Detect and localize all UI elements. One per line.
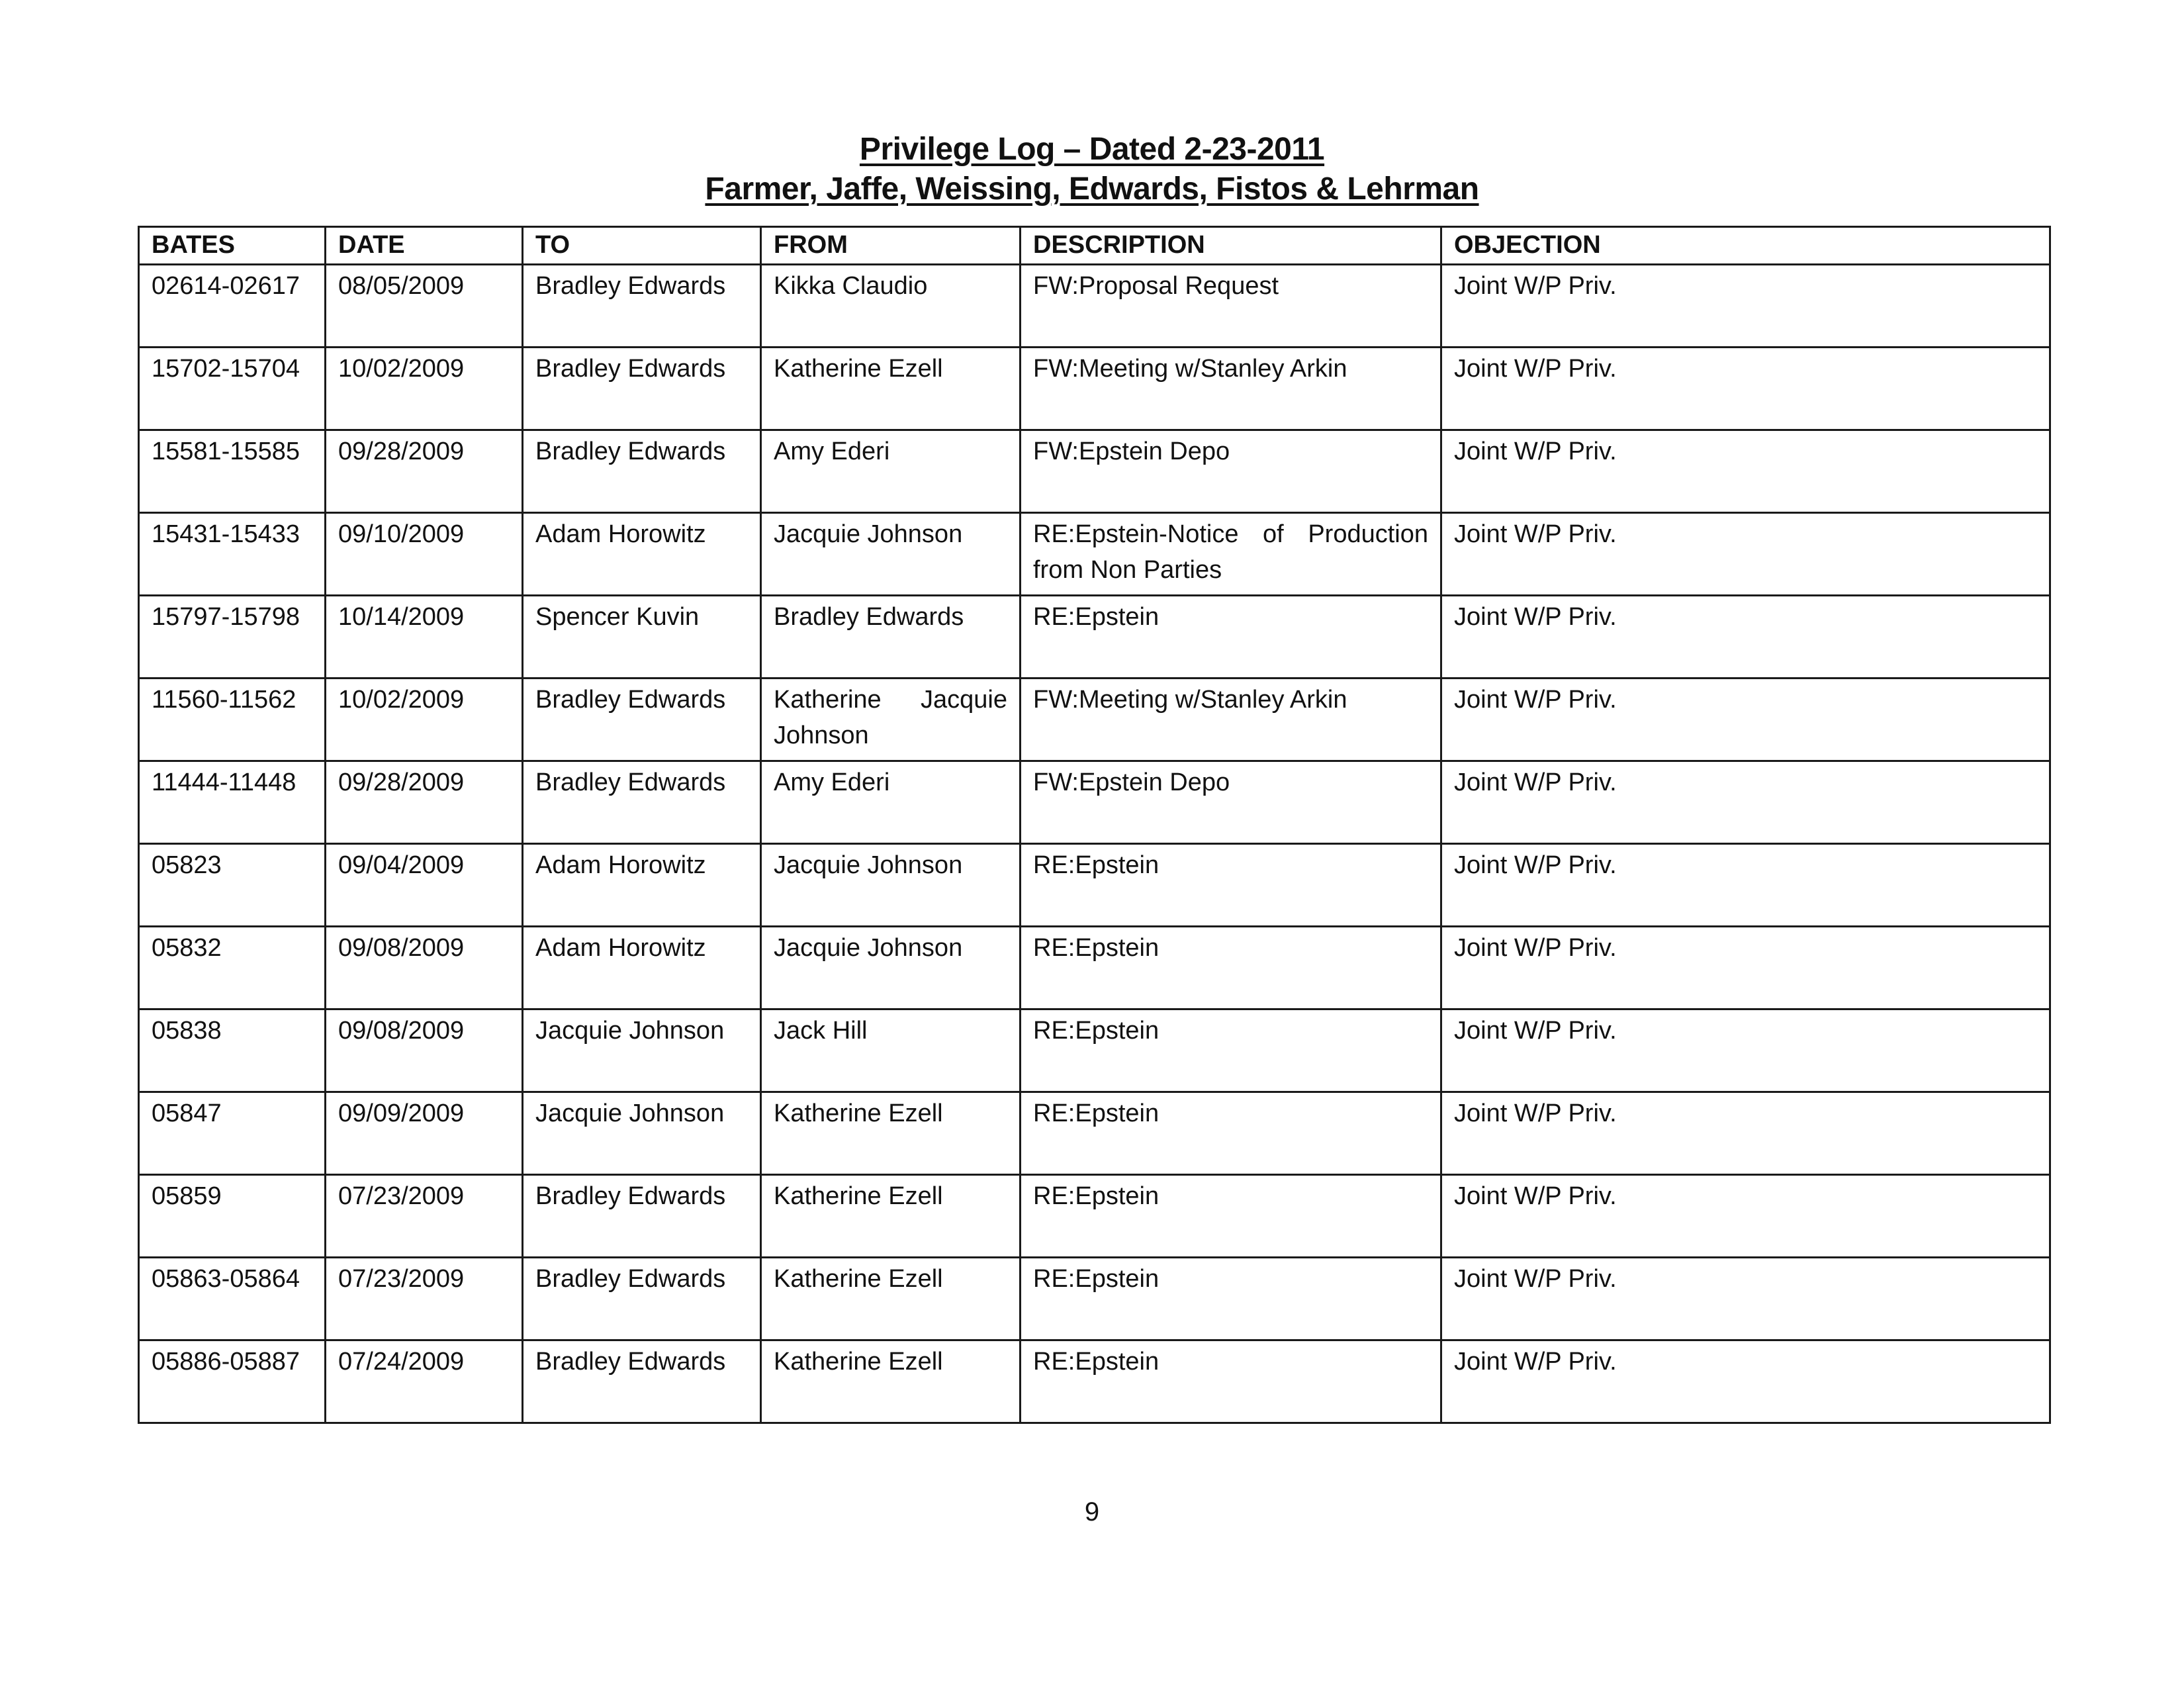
table-row [139, 1258, 2050, 1340]
cell-date: 07/24/2009 [326, 1340, 523, 1423]
cell-from: Jacquie Johnson [761, 927, 1021, 1009]
cell-bates: 05859 [139, 1175, 326, 1258]
cell-bates: 15702-15704 [139, 348, 326, 430]
table-row [139, 761, 2050, 844]
cell-objection: Joint W/P Priv. [1441, 1340, 2050, 1423]
cell-date: 09/28/2009 [326, 761, 523, 844]
cell-date: 09/09/2009 [326, 1092, 523, 1175]
cell-bates: 02614-02617 [139, 265, 326, 348]
column-header-from: FROM [761, 227, 1021, 265]
cell-description: FW:Epstein Depo [1021, 761, 1441, 844]
cell-description: RE:Epstein [1021, 1009, 1441, 1092]
cell-date: 09/10/2009 [326, 513, 523, 596]
table-row [139, 265, 2050, 348]
cell-bates: 05823 [139, 844, 326, 927]
cell-date: 09/28/2009 [326, 430, 523, 513]
cell-from: Katherine Ezell [761, 1258, 1021, 1340]
cell-objection: Joint W/P Priv. [1441, 348, 2050, 430]
cell-bates: 05832 [139, 927, 326, 1009]
table-row [139, 1009, 2050, 1092]
document-subtitle: Farmer, Jaffe, Weissing, Edwards, Fistos & Lehrman [705, 171, 1479, 207]
cell-bates: 05847 [139, 1092, 326, 1175]
cell-to: Spencer Kuvin [523, 596, 761, 679]
cell-date: 10/02/2009 [326, 679, 523, 761]
cell-to: Bradley Edwards [523, 348, 761, 430]
table-row [139, 348, 2050, 430]
cell-objection: Joint W/P Priv. [1441, 1092, 2050, 1175]
cell-objection: Joint W/P Priv. [1441, 1258, 2050, 1340]
cell-to: Bradley Edwards [523, 1258, 761, 1340]
cell-date: 08/05/2009 [326, 265, 523, 348]
cell-description: RE:Epstein [1021, 1175, 1441, 1258]
table-row [139, 1092, 2050, 1175]
cell-to: Adam Horowitz [523, 927, 761, 1009]
cell-objection: Joint W/P Priv. [1441, 265, 2050, 348]
cell-from: Katherine Ezell [761, 348, 1021, 430]
cell-bates: 05886-05887 [139, 1340, 326, 1423]
cell-bates: 11560-11562 [139, 679, 326, 761]
cell-objection: Joint W/P Priv. [1441, 1175, 2050, 1258]
table-row [139, 844, 2050, 927]
column-header-bates: BATES [139, 227, 326, 265]
column-header-description: DESCRIPTION [1021, 227, 1441, 265]
cell-from: Katherine Ezell [761, 1175, 1021, 1258]
cell-objection: Joint W/P Priv. [1441, 1009, 2050, 1092]
cell-bates: 11444-11448 [139, 761, 326, 844]
table-row [139, 679, 2050, 761]
cell-description: RE:Epstein-Notice of Production from Non Parties [1021, 513, 1441, 596]
cell-from: Jacquie Johnson [761, 844, 1021, 927]
cell-description: FW:Epstein Depo [1021, 430, 1441, 513]
table-row [139, 513, 2050, 596]
column-header-to: TO [523, 227, 761, 265]
cell-to: Adam Horowitz [523, 513, 761, 596]
cell-to: Bradley Edwards [523, 1175, 761, 1258]
cell-description: FW:Proposal Request [1021, 265, 1441, 348]
cell-bates: 15431-15433 [139, 513, 326, 596]
cell-description: RE:Epstein [1021, 596, 1441, 679]
cell-date: 07/23/2009 [326, 1258, 523, 1340]
table-row [139, 596, 2050, 679]
cell-date: 10/14/2009 [326, 596, 523, 679]
cell-description: RE:Epstein [1021, 1258, 1441, 1340]
table-row [139, 927, 2050, 1009]
cell-to: Bradley Edwards [523, 430, 761, 513]
table-header [139, 227, 2050, 265]
cell-to: Bradley Edwards [523, 265, 761, 348]
cell-from: Kikka Claudio [761, 265, 1021, 348]
cell-to: Bradley Edwards [523, 679, 761, 761]
cell-bates: 15581-15585 [139, 430, 326, 513]
cell-from: Katherine Jacquie Johnson [761, 679, 1021, 761]
cell-from: Katherine Ezell [761, 1340, 1021, 1423]
cell-objection: Joint W/P Priv. [1441, 679, 2050, 761]
cell-date: 09/04/2009 [326, 844, 523, 927]
cell-date: 09/08/2009 [326, 1009, 523, 1092]
column-header-date: DATE [326, 227, 523, 265]
header-row [139, 227, 2050, 265]
cell-from: Katherine Ezell [761, 1092, 1021, 1175]
cell-from: Jack Hill [761, 1009, 1021, 1092]
document-title: Privilege Log – Dated 2-23-2011 [859, 132, 1325, 167]
cell-to: Bradley Edwards [523, 761, 761, 844]
cell-objection: Joint W/P Priv. [1441, 596, 2050, 679]
cell-from: Jacquie Johnson [761, 513, 1021, 596]
cell-objection: Joint W/P Priv. [1441, 430, 2050, 513]
cell-date: 07/23/2009 [326, 1175, 523, 1258]
cell-objection: Joint W/P Priv. [1441, 927, 2050, 1009]
privilege-log-table [138, 226, 2051, 1424]
cell-from: Amy Ederi [761, 761, 1021, 844]
column-header-objection: OBJECTION [1441, 227, 2050, 265]
table-row [139, 1340, 2050, 1423]
cell-description: RE:Epstein [1021, 1092, 1441, 1175]
document-header [0, 130, 2184, 209]
cell-description: RE:Epstein [1021, 844, 1441, 927]
cell-description: RE:Epstein [1021, 1340, 1441, 1423]
page-number: 9 [1084, 1497, 1100, 1526]
cell-to: Adam Horowitz [523, 844, 761, 927]
cell-from: Amy Ederi [761, 430, 1021, 513]
table-row [139, 430, 2050, 513]
cell-description: FW:Meeting w/Stanley Arkin [1021, 348, 1441, 430]
table-row [139, 1175, 2050, 1258]
cell-to: Bradley Edwards [523, 1340, 761, 1423]
cell-date: 10/02/2009 [326, 348, 523, 430]
cell-objection: Joint W/P Priv. [1441, 761, 2050, 844]
cell-objection: Joint W/P Priv. [1441, 513, 2050, 596]
cell-description: FW:Meeting w/Stanley Arkin [1021, 679, 1441, 761]
cell-from: Bradley Edwards [761, 596, 1021, 679]
cell-description: RE:Epstein [1021, 927, 1441, 1009]
cell-bates: 05863-05864 [139, 1258, 326, 1340]
cell-bates: 05838 [139, 1009, 326, 1092]
cell-to: Jacquie Johnson [523, 1092, 761, 1175]
cell-date: 09/08/2009 [326, 927, 523, 1009]
cell-objection: Joint W/P Priv. [1441, 844, 2050, 927]
cell-bates: 15797-15798 [139, 596, 326, 679]
cell-to: Jacquie Johnson [523, 1009, 761, 1092]
table-body [139, 265, 2050, 1423]
